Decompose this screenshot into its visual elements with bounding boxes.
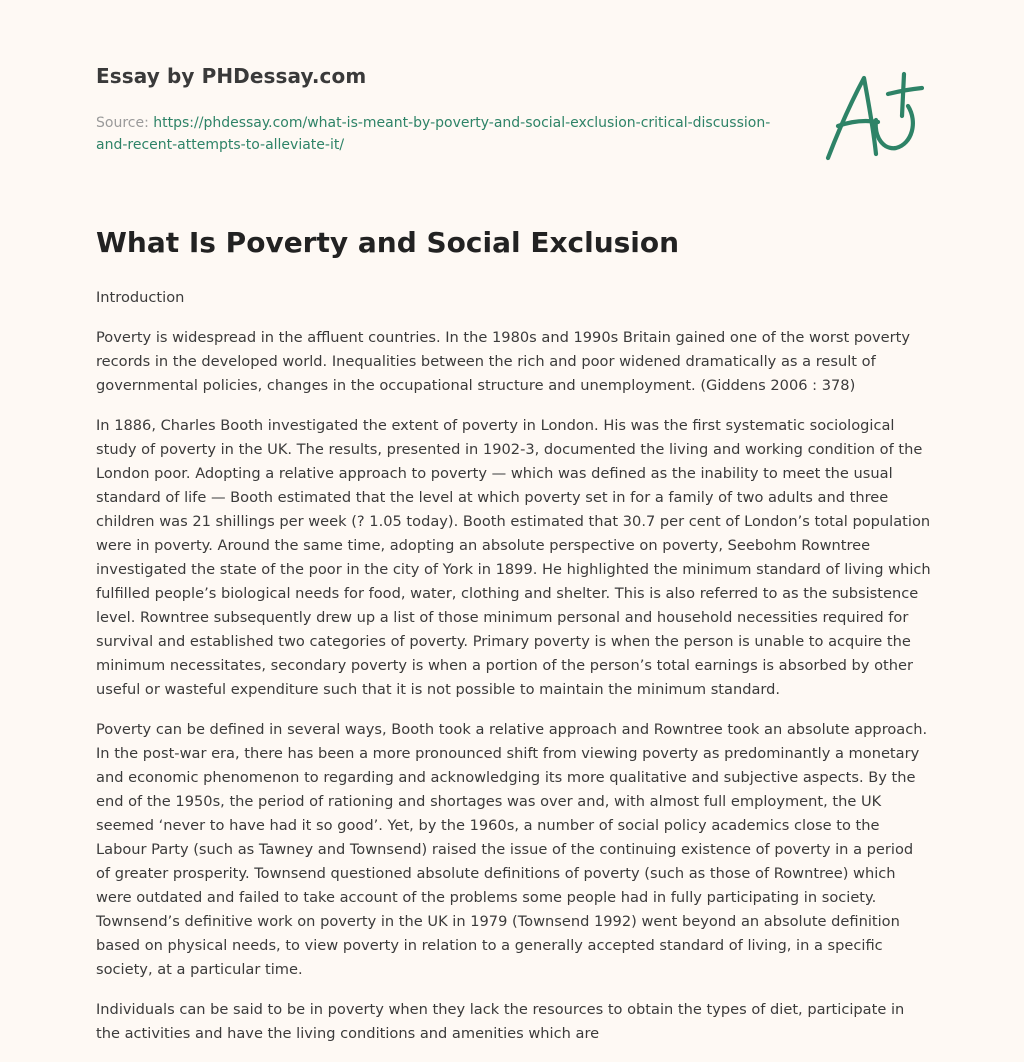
source-link[interactable]: https://phdessay.com/what-is-meant-by-poverty-and-social-exclusion-critical-discussion-and-recent-attempts-to-alleviate-it/ (96, 115, 771, 153)
brand-title: Essay by PHDessay.com (96, 64, 367, 88)
plus-vertical-stroke (902, 74, 904, 116)
source-line (96, 112, 796, 156)
essay-title: What Is Poverty and Social Exclusion (96, 226, 680, 259)
essay-body (96, 286, 931, 1062)
essay-paragraph: Poverty can be defined in several ways, Booth took a relative approach and Rowntree took an absolute approach. In the post-war era, there has been a more pronounced shift from viewing poverty as predominantly a monetary and economic phenomenon to regarding and acknowledging its more qualitative and subjective aspects. By the end of the 1950s, the period of rationing and shortages was over and, with almost full employment, the UK seemed ‘never to have had it so good’. Yet, by the 1960s, a number of social policy academics close to the Labour Party (such as Tawney and Townsend) raised the issue of the continuing existence of poverty in a period of greater prosperity. Townsend questioned absolute definitions of poverty (such as those of Rowntree) which were outdated and failed to take account of the problems some people had in fully participating in society. Townsend’s definitive work on poverty in the UK in 1979 (Townsend 1992) went beyond an absolute definition based on physical needs, to view poverty in relation to a generally accepted standard of living, in a specific society, at a particular time. (96, 721, 928, 978)
a-letter-stroke (828, 78, 876, 158)
essay-paragraph: In 1886, Charles Booth investigated the extent of poverty in London. His was the first systematic sociological study of poverty in the UK. The results, presented in 1902-3, documented the living and working condition of the London poor. Adopting a relative approach to poverty — which was defined as the inability to meet the usual standard of life — Booth estimated that the level at which poverty set in for a family of two adults and three children was 21 shillings per week (? 1.05 today). Booth estimated that 30.7 per cent of London’s total population were in poverty. Around the same time, adopting an absolute perspective on poverty, Seebohm Rowntree investigated the state of the poor in the city of York in 1899. He highlighted the minimum standard of living which fulfilled people’s biological needs for food, water, clothing and shelter. This is also referred to as the subsistence level. Rowntree subsequently drew up a list of those minimum personal and household necessities required for survival and established two categories of poverty. Primary poverty is when the person is unable to acquire the minimum necessitates, secondary poverty is when a portion of the person’s total earnings is absorbed by other useful or wasteful expenditure such that it is not possible to maintain the minimum standard. (96, 417, 931, 698)
source-label: Source: (96, 115, 149, 131)
essay-paragraph: Introduction (96, 289, 185, 306)
essay-paragraph: Poverty is widespread in the affluent countries. In the 1980s and 1990s Britain gained one of the worst poverty records in the developed world. Inequalities between the rich and poor widened dramatically as a result of governmental policies, changes in the occupational structure and unemployment. (Giddens 2006 : 378) (96, 329, 911, 394)
essay-paragraph: Individuals can be said to be in poverty when they lack the resources to obtain the types of diet, participate in the activities and have the living conditions and amenities which are (96, 1001, 905, 1042)
a-plus-grade-icon (824, 70, 924, 165)
circle-stroke (876, 106, 913, 148)
